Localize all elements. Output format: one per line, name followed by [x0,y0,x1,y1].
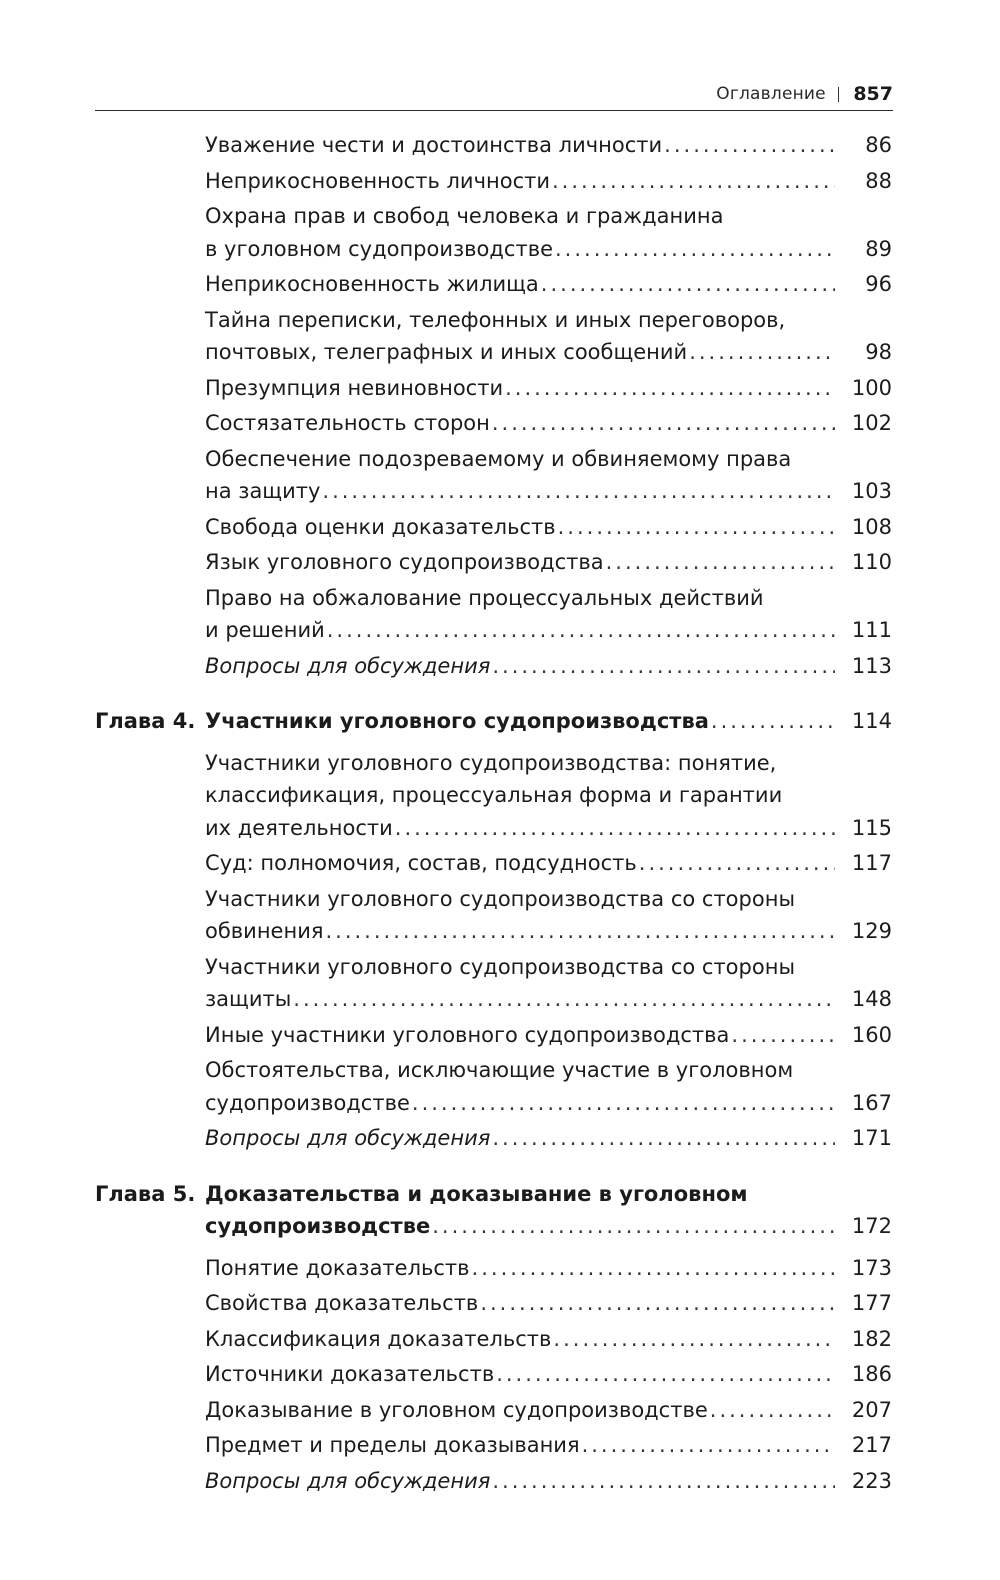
toc-entry-title-row [205,982,835,1016]
header-separator [838,87,840,102]
toc-entry-title-row [205,1251,835,1285]
dot-leader [492,406,835,440]
toc-entry-title: Участники уголовного судопроизводства [205,709,709,733]
toc-entry-title-row [205,1464,835,1498]
dot-leader [492,1464,835,1498]
dot-leader [553,1322,835,1356]
toc-page-number: 160 [851,1022,892,1047]
toc-page-number: 96 [865,272,892,296]
toc-entry-title: на защиту [205,479,321,503]
page-number: 857 [853,83,893,105]
toc-entry-title: Уважение чести и достоинства личности [205,133,663,157]
toc-page-number: 186 [851,1362,892,1386]
dot-leader [606,545,835,579]
toc-page-number: 115 [851,815,892,840]
dot-leader [496,1357,835,1391]
toc-entry-title-row [205,371,835,405]
toc-entry-title-row [205,1286,835,1320]
toc-entry-title: почтовых, телеграфных и иных сообщений [205,340,688,364]
dot-leader [395,811,835,845]
toc-entry-title-row [205,1357,835,1391]
toc-entry-title-row [205,1322,835,1356]
toc-entry-title-row [205,1393,835,1427]
toc-page-number: 108 [851,514,892,539]
toc-entry-title: Свобода оценки доказательств [205,514,556,539]
toc-entry-title-line: Охрана прав и свобод человека и гражданина [205,204,724,228]
toc-entry-title: Презумпция невиновности [205,375,504,400]
toc-page-number: 117 [851,851,892,875]
toc-entry-title-row [205,811,835,845]
toc-entry-title: судопроизводстве [205,1214,431,1238]
toc-entry-title-row [205,335,835,369]
toc-entry-title-row [205,545,835,579]
chapter-label: Глава 5. [95,1181,196,1206]
dot-leader [731,1018,835,1052]
toc-page-number: 182 [851,1326,892,1351]
toc-page-number: 129 [851,919,892,943]
dot-leader [293,982,835,1016]
toc-entry-title: Состязательность сторон [205,411,490,435]
toc-entry-title: и решений [205,618,325,642]
toc-entry-title-line: Обеспечение подозреваемому и обвиняемому права [205,446,792,471]
toc-entry-title-row [205,1428,835,1462]
running-header [95,78,893,111]
dot-leader [689,335,835,369]
toc-page-number: 98 [865,340,892,364]
toc-page-number: 100 [851,375,892,400]
toc-entry-title-row [205,267,835,301]
chapter-label: Глава 4. [95,709,196,733]
toc-entry-title-row [205,1018,835,1052]
toc-entry-title-row [205,406,835,440]
toc-page-number: 86 [865,133,892,157]
toc-entry-title-line: Обстоятельства, исключающие участие в уголовном [205,1058,794,1082]
dot-leader [505,371,835,405]
toc-entry-title-row [205,914,835,948]
toc-entry-title: Доказывание в уголовном судопроизводстве [205,1397,708,1422]
dot-leader [711,704,835,738]
toc-page-number: 173 [851,1255,892,1280]
toc-entry-title: судопроизводстве [205,1090,410,1115]
toc-entry-title: обвинения [205,919,324,943]
toc-page-number: 88 [865,168,892,193]
toc-page-number: 177 [851,1291,892,1315]
toc-entry-title-line: Участники уголовного судопроизводства со стороны [205,954,796,979]
toc-entry-title-row [205,704,835,738]
toc-entry-title-row [205,649,835,683]
toc-entry-title-row [205,128,835,162]
toc-entry-title-line: Участники уголовного судопроизводства: понятие, [205,750,777,775]
toc-page-number: 111 [851,618,892,642]
toc-entry-title-row [205,1086,835,1120]
toc-entry-title: в уголовном судопроизводстве [205,236,553,261]
toc-entry-title-row [205,1121,835,1155]
toc-entry-title: Вопросы для обсуждения [205,653,491,678]
dot-leader [325,914,835,948]
toc-entry-title: Понятие доказательств [205,1255,470,1280]
dot-leader [480,1286,835,1320]
toc-entry-title: Свойства доказательств [205,1291,479,1315]
toc-entry-title: Язык уголовного судопроизводства [205,550,604,574]
dot-leader [322,474,835,508]
toc-entry-title: Иные участники уголовного судопроизводства [205,1022,730,1047]
toc-page-number: 89 [865,236,892,261]
toc-entry-title-row [205,846,835,880]
toc-entry-title: Источники доказательств [205,1362,495,1386]
toc-entry-title-line: Доказательства и доказывание в уголовном [205,1181,748,1206]
dot-leader [541,267,835,301]
toc-page-number: 223 [851,1468,892,1493]
toc-page-number: 114 [851,709,892,733]
toc-entry-title-row [205,232,835,266]
toc-entry-title-row [205,1209,835,1243]
dot-leader [664,128,835,162]
toc-entry-title: защиты [205,987,292,1011]
toc-page-number: 172 [851,1214,892,1238]
toc-entry-title-line: Участники уголовного судопроизводства со стороны [205,886,796,911]
dot-leader [432,1209,835,1243]
dot-leader [582,1428,835,1462]
dot-leader [555,232,835,266]
toc-entry-title: Неприкосновенность личности [205,168,550,193]
toc-page-number: 103 [851,479,892,503]
dot-leader [492,649,835,683]
toc-entry-title: Классификация доказательств [205,1326,552,1351]
toc-entry-title: Неприкосновенность жилища [205,272,539,296]
header-title: Оглавление [716,84,826,104]
dot-leader [412,1086,835,1120]
toc-entry-title-row [205,613,835,647]
toc-page-number: 207 [851,1397,892,1422]
toc-entry-title: их деятельности [205,815,393,840]
dot-leader [710,1393,835,1427]
dot-leader [558,510,835,544]
toc-entry-title-line: Тайна переписки, телефонных и иных переговоров, [205,307,786,332]
toc-page-number: 217 [851,1433,892,1457]
toc-page-number: 110 [851,550,892,574]
toc-entry-title: Вопросы для обсуждения [205,1468,491,1493]
dot-leader [492,1121,835,1155]
toc-entry-title-line: Право на обжалование процессуальных действий [205,585,764,610]
dot-leader [472,1251,835,1285]
toc-page-number: 171 [851,1126,892,1150]
dot-leader [327,613,835,647]
toc-page-number: 167 [851,1090,892,1115]
toc-entry-title: Предмет и пределы доказывания [205,1433,580,1457]
dot-leader [639,846,835,880]
toc-page-number: 102 [851,411,892,435]
toc-entry-title-row [205,474,835,508]
toc-entry-title-row [205,510,835,544]
toc-entry-title-row [205,164,835,198]
dot-leader [552,164,835,198]
toc-page-number: 113 [851,653,892,678]
toc-entry-title: Суд: полномочия, состав, подсудность [205,851,637,875]
toc-entry-title: Вопросы для обсуждения [205,1126,491,1150]
toc-page-number: 148 [851,987,892,1011]
toc-entry-title-line: классификация, процессуальная форма и гарантии [205,783,783,807]
